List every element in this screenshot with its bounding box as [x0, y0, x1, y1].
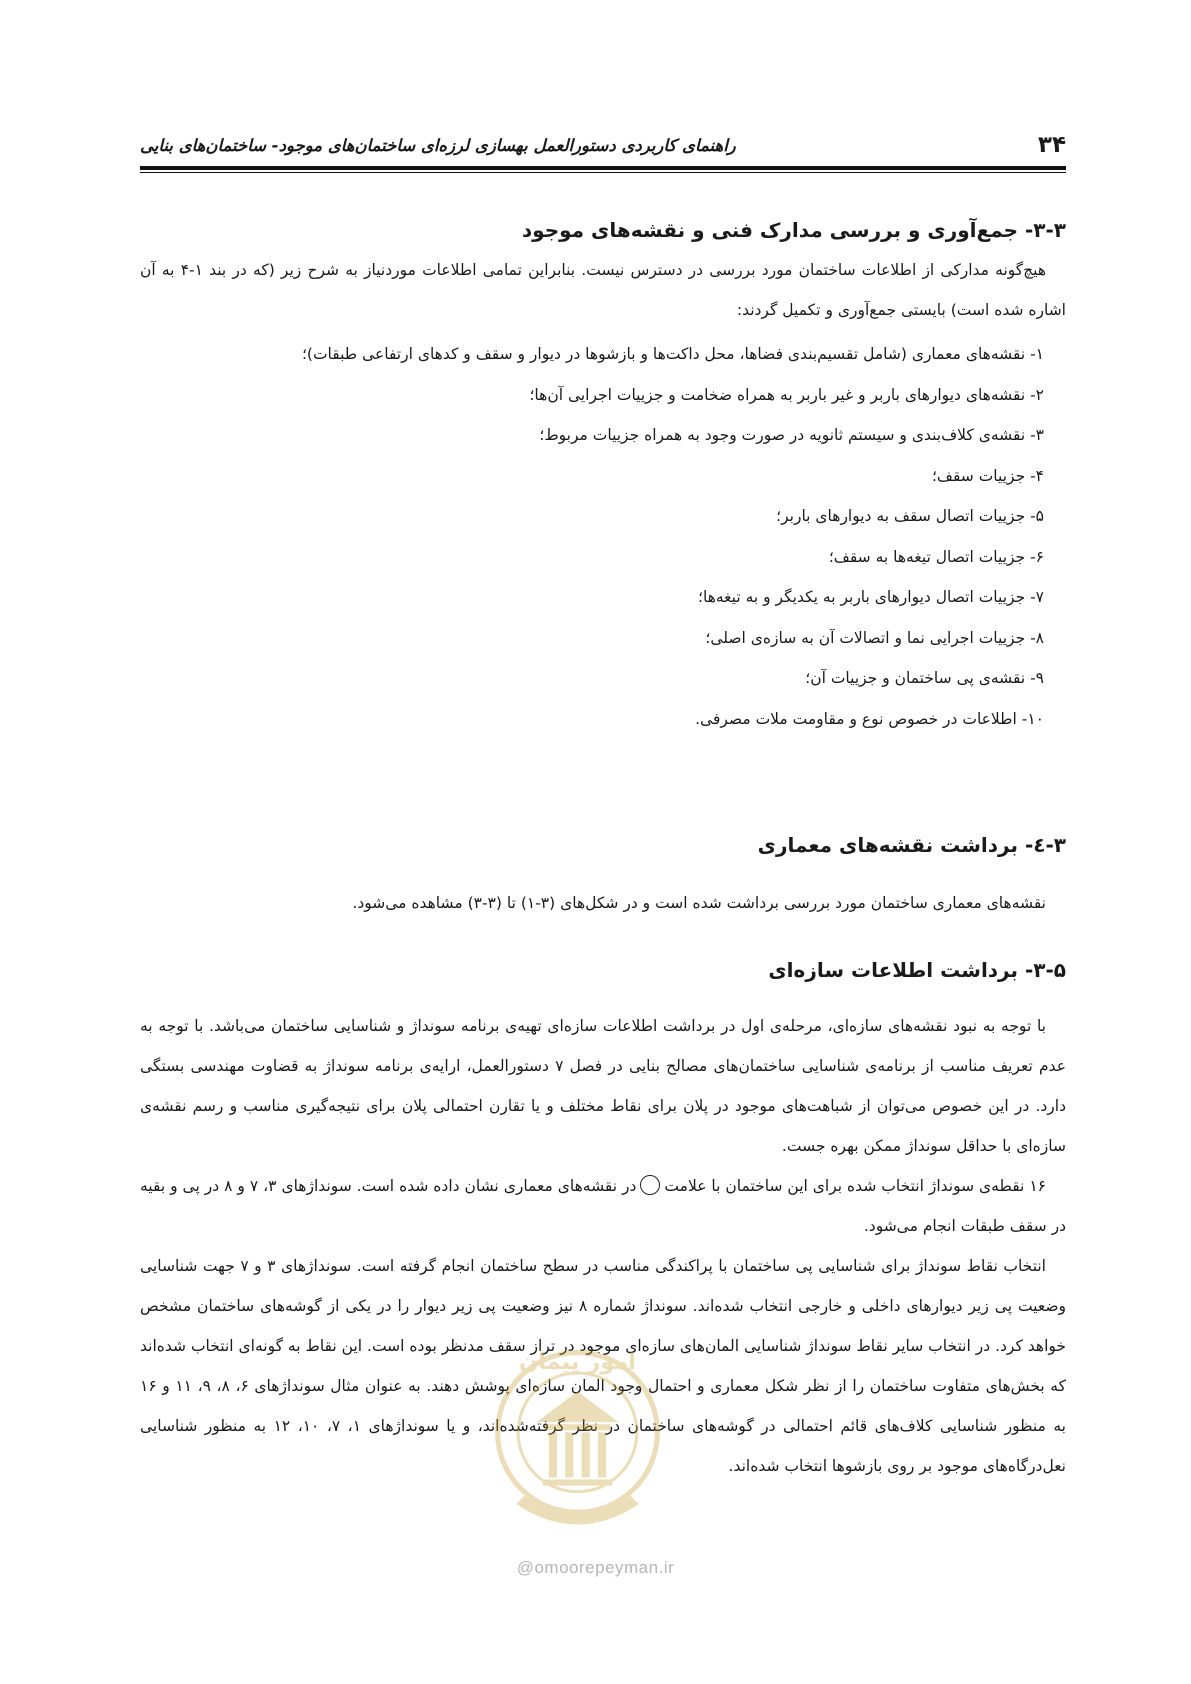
section-intro: هیچ‌گونه مدارکی از اطلاعات ساختمان مورد بررسی در دسترس نیست. بنابراین تمامی اطلاعات موردنیاز به شرح زیر (که در بند ۱-۴ به آن اشاره شده است) بایستی جمع‌آوری و تکمیل گردند:	[140, 261, 1066, 319]
paragraph-text: ۱۶ نقطه‌ی سونداژ انتخاب شده برای این ساختمان با علامت	[664, 1177, 1046, 1195]
list-item: ۱- نقشه‌های معماری (شامل تقسیم‌بندی فضاها، محل داکت‌ها و بازشوها در دیوار و سقف و کدهای ارتفاعی طبقات)؛	[301, 345, 1044, 363]
list-item: ۲- نقشه‌های دیوارهای باربر و غیر باربر به همراه ضخامت و جزییات اجرایی آن‌ها؛	[529, 385, 1044, 404]
section-heading: ۳-٤- برداشت نقشه‌های معماری	[757, 833, 1066, 857]
page-number: ۳۴	[1037, 132, 1066, 158]
list-item: ۷- جزییات اتصال دیوارهای باربر به یکدیگر و به تیغه‌ها؛	[698, 588, 1044, 606]
circle-marker-icon	[640, 1175, 660, 1195]
seal-text: امور پیمان	[519, 1348, 636, 1375]
running-header	[140, 128, 1066, 162]
paragraph: انتخاب نقاط سونداژ برای شناسایی پی ساختمان با پراکندگی مناسب در سطح ساختمان انجام گرفته است. سونداژهای ۳ و ۷ جهت شناسایی وضعیت پی زیر دیوارهای داخلی و خارجی انتخاب شده‌اند. سونداژ شماره ۸ نیز وضعیت پی زیر دیوار را در یکی از گوشه‌های ساختمان مشخص خواهد کرد. در انتخاب سایر نقاط سونداژ شناسایی المان‌های سازه‌ای موجود در تراز سقف مدنظر بوده است. این نقاط به گونه‌ای انتخاب شده‌اند که بخش‌های متفاوت ساختمان را از نظر شکل معماری و احتمال وجود المان سازه‌ای پوشش دهند. به عنوان مثال سونداژهای ۶، ۸، ۹، ۱۱ و ۱۶ به منظور شناسایی کلاف‌های قائم احتمالی در گوشه‌های ساختمان در نظر گرفته‌شده‌اند، و یا سونداژهای ۱، ۷، ۱۰، ۱۲ به منظور شناسایی نعل‌درگاه‌های موجود بر روی بازشوها انتخاب شده‌اند.	[140, 1257, 1066, 1475]
list-item: ۱۰- اطلاعات در خصوص نوع و مقاومت ملات مصرفی.	[695, 709, 1044, 728]
list-item: ۴- جزییات سقف؛	[931, 466, 1044, 485]
list-item: ۳- نقشه‌ی کلاف‌بندی و سیستم ثانویه در صورت وجود به همراه جزییات مربوط؛	[539, 426, 1044, 444]
section-heading: ۳-۳- جمع‌آوری و بررسی مدارک فنی و نقشه‌های موجود	[521, 218, 1066, 242]
section-3-3	[140, 210, 1066, 739]
watermark-url: @omoorepeyman.ir	[516, 1558, 675, 1577]
list-item: ۵- جزییات اتصال سقف به دیوارهای باربر؛	[776, 507, 1044, 525]
paragraph: با توجه به نبود نقشه‌های سازه‌ای، مرحله‌ی اول در برداشت اطلاعات سازه‌ای تهیه‌ی برنامه سونداژ و شناسایی ساختمان می‌باشد. با توجه به عدم تعریف مناسب از برنامه‌ی شناسایی ساختمان‌های مصالح بنایی در فصل ۷ دستورالعمل، ارایه‌ی برنامه سونداژ به قضاوت مهندسی بستگی دارد. در این خصوص می‌توان از شباهت‌های موجود در پلان برای نقاط مختلف و یا تقارن احتمالی پلان برای نتیجه‌گیری مناسب و رسم نقشه‌ی سازه‌ای با حداقل سونداژ ممکن بهره جست.	[140, 1017, 1066, 1155]
running-title: راهنمای کاربردی دستورالعمل بهسازی لرزه‌ای ساختمان‌های موجود- ساختمان‌های بنایی	[140, 135, 736, 155]
required-documents-list	[140, 334, 1066, 739]
paragraph-text: در نقشه‌های معماری نشان داده شده است. سونداژهای ۳، ۷ و ۸ در پی و بقیه در سقف طبقات انجام می‌شود.	[140, 1177, 1066, 1235]
list-item: ۸- جزییات اجرایی نما و اتصالات آن به سازه‌ی اصلی؛	[705, 628, 1044, 647]
paragraph	[140, 1166, 1066, 1246]
list-item: ۹- نقشه‌ی پی ساختمان و جزییات آن؛	[805, 669, 1044, 687]
watermark-seal-logo	[475, 1330, 680, 1545]
header-rule	[140, 166, 1066, 173]
section-heading: ۳-۵- برداشت اطلاعات سازه‌ای	[768, 958, 1066, 982]
section-text: نقشه‌های معماری ساختمان مورد بررسی برداشت شده است و در شکل‌های (۳-۱) تا (۳-۳) مشاهده می‌شود.	[352, 894, 1046, 912]
section-3-4	[140, 825, 1066, 923]
list-item: ۶- جزییات اتصال تیغه‌ها به سقف؛	[828, 547, 1044, 566]
